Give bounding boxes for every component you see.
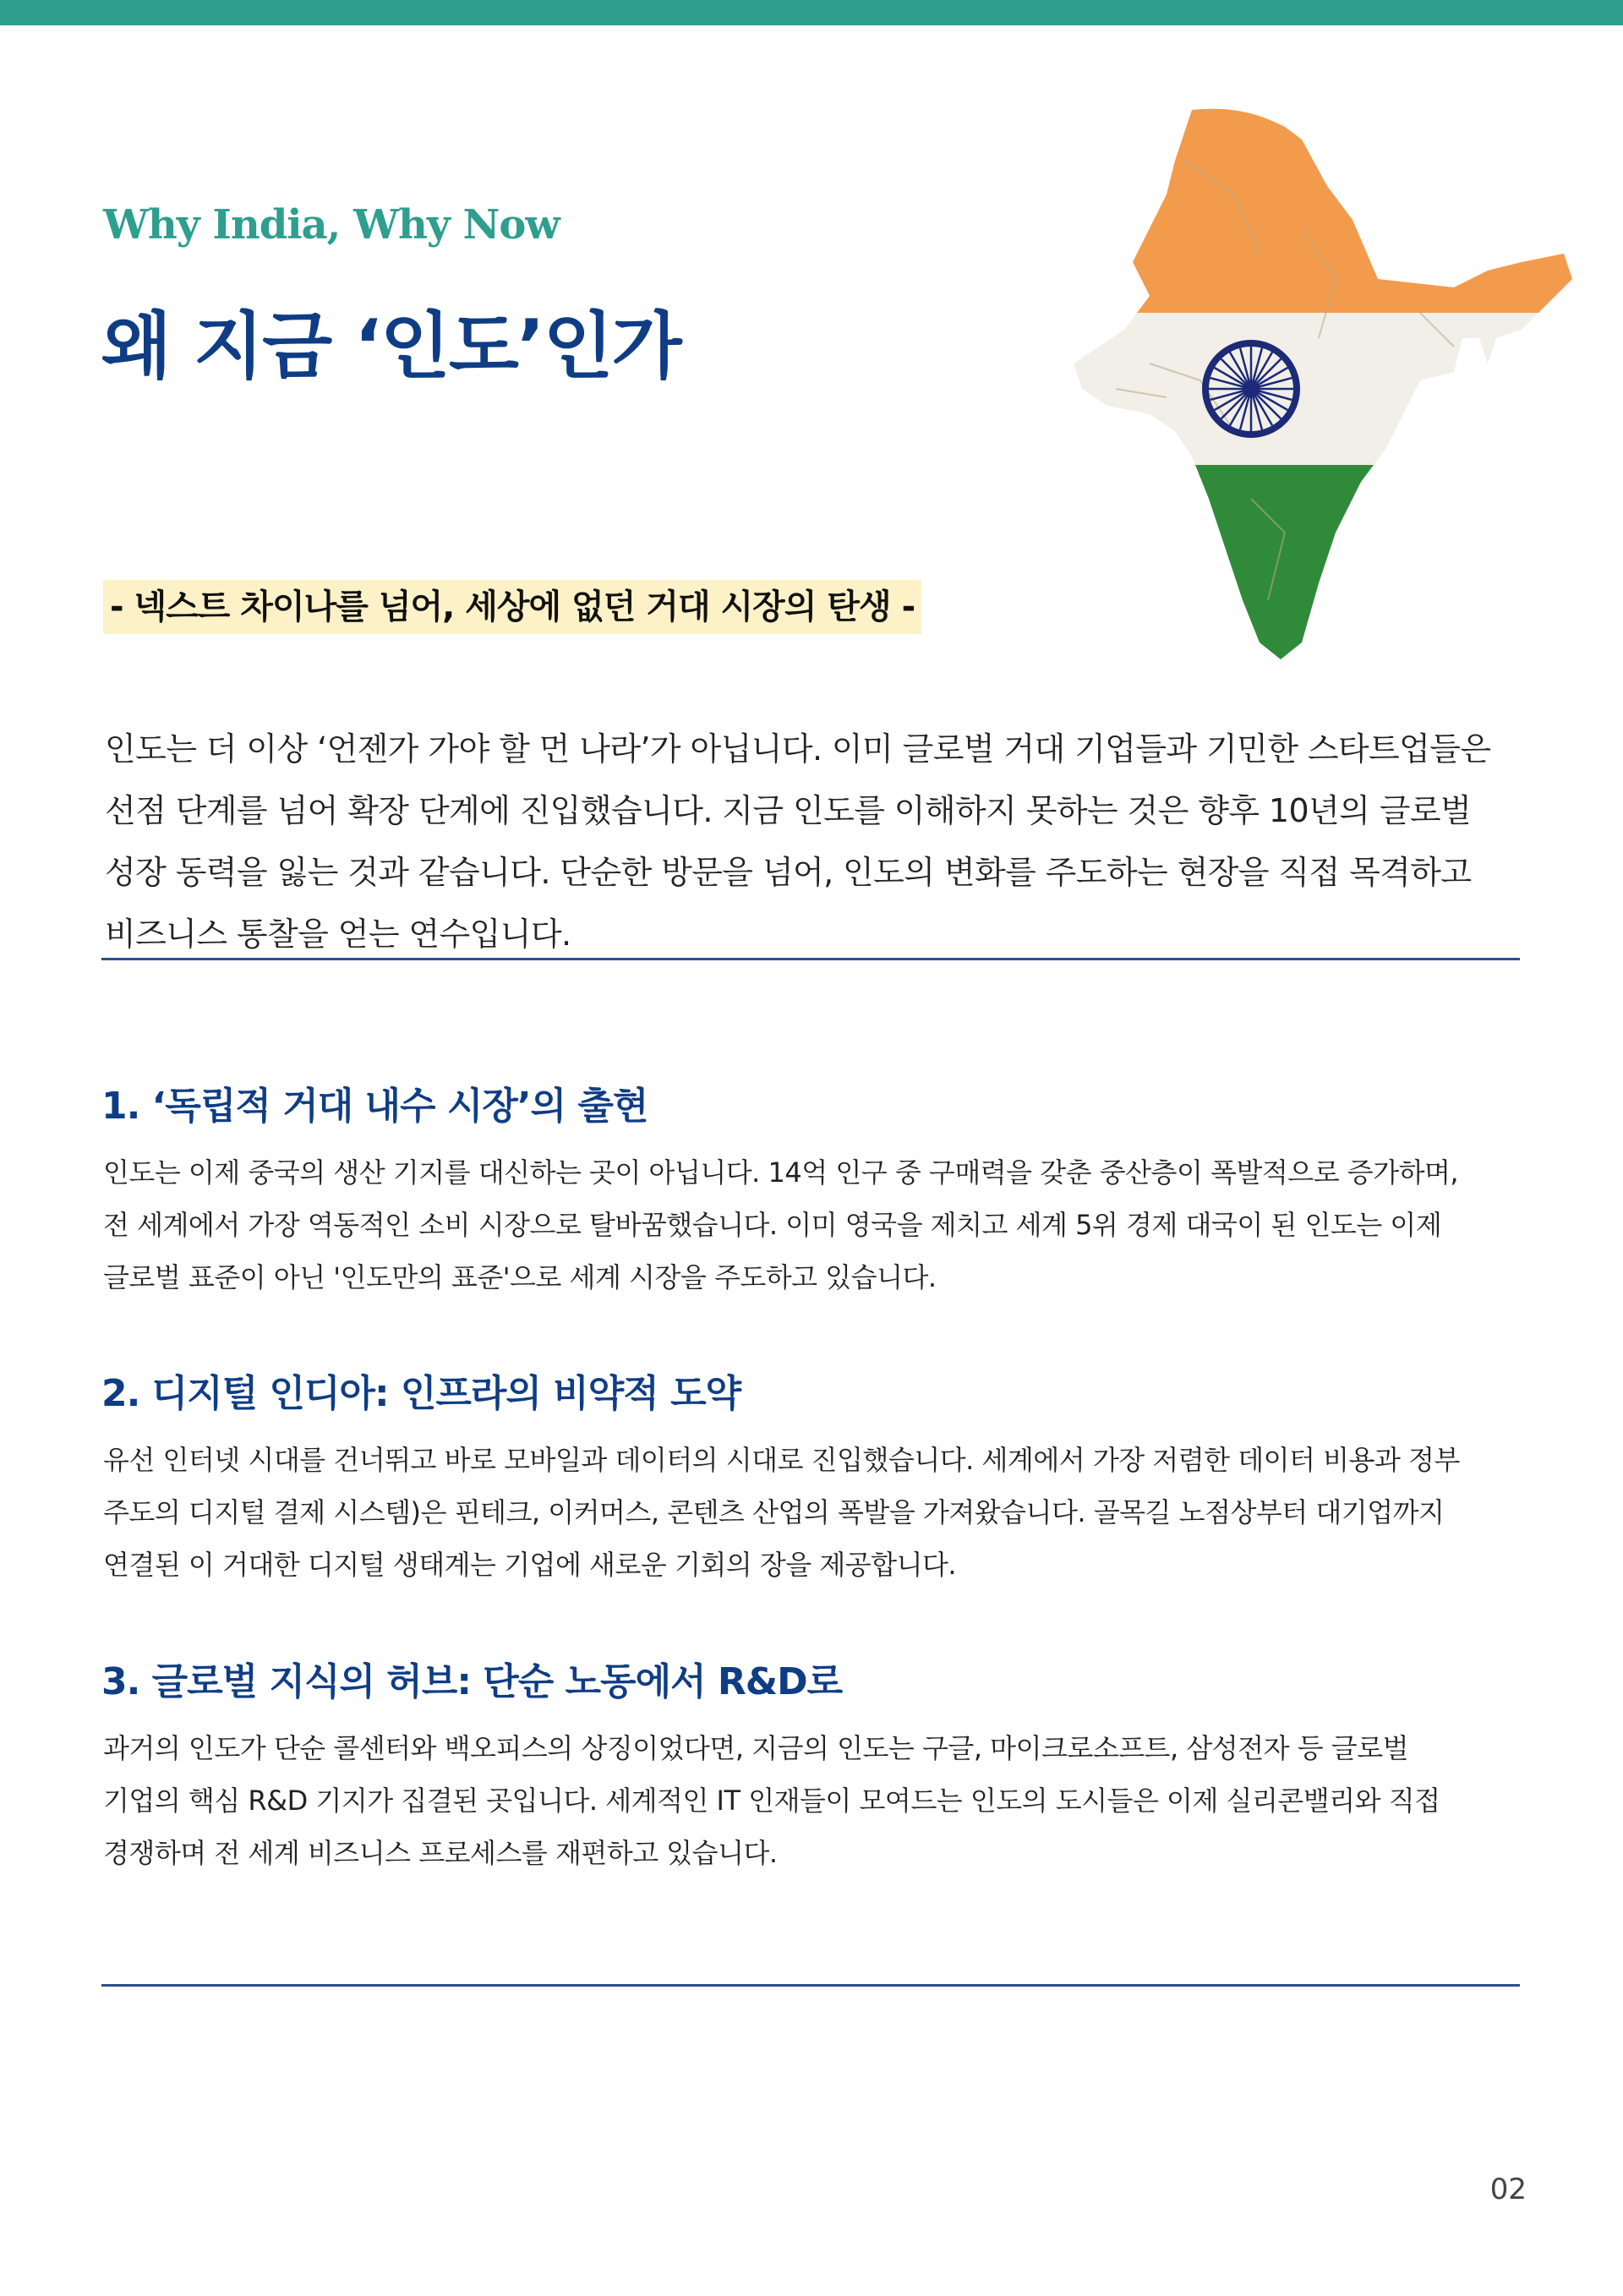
section-2-body [103,1434,1540,1591]
intro-line: 인도는 더 이상 ‘언젠가 가야 할 먼 나라’가 아닙니다. 이미 글로벌 거대 기업들과 기민한 스타트업들은 [105,730,1491,768]
top-accent-bar [0,0,1623,25]
divider-bottom [101,1984,1520,1987]
section-2-title: 2. 디지털 인디아: 인프라의 비약적 도약 [101,1372,741,1415]
flag-green-band [981,465,1623,702]
eyebrow-heading: Why India, Why Now [103,201,560,249]
page-number: 02 [1489,2173,1527,2206]
section-1-body [103,1146,1540,1304]
section-3-title: 3. 글로벌 지식의 허브: 단순 노동에서 R&D로 [101,1660,843,1703]
ashoka-chakra-icon [1205,343,1297,435]
section-line: 연결된 이 거대한 디지털 생태계는 기업에 새로운 기회의 장을 제공합니다. [103,1549,957,1581]
section-line: 전 세계에서 가장 역동적인 소비 시장으로 탈바꿈했습니다. 이미 영국을 제치고 세계 5위 경제 대국이 된 인도는 이제 [103,1209,1442,1241]
divider-top [101,958,1520,960]
section-line: 유선 인터넷 시대를 건너뛰고 바로 모바일과 데이터의 시대로 진입했습니다. 세계에서 가장 저렴한 데이터 비용과 정부 [103,1444,1460,1476]
section-line: 경쟁하며 전 세계 비즈니스 프로세스를 재편하고 있습니다. [103,1837,778,1869]
section-line: 과거의 인도가 단순 콜센터와 백오피스의 상징이었다면, 지금의 인도는 구글, 마이크로소프트, 삼성전자 등 글로벌 [103,1732,1409,1764]
intro-line: 선점 단계를 넘어 확장 단계에 진입했습니다. 지금 인도를 이해하지 못하는 것은 향후 10년의 글로벌 [105,792,1472,829]
intro-line: 비즈니스 통찰을 얻는 연수입니다. [105,916,571,953]
section-3-body [103,1722,1540,1879]
highlighted-subtitle: - 넥스트 차이나를 넘어, 세상에 없던 거대 시장의 탄생 - [103,580,921,634]
intro-paragraph [105,719,1525,965]
intro-line: 성장 동력을 잃는 것과 같습니다. 단순한 방문을 넘어, 인도의 변화를 주도하는 현장을 직접 목격하고 [105,854,1472,891]
section-line: 글로벌 표준이 아닌 '인도만의 표준'으로 세계 시장을 주도하고 있습니다. [103,1261,937,1293]
section-line: 주도의 디지털 결제 시스템)은 핀테크, 이커머스, 콘텐츠 산업의 폭발을 가져왔습니다. 골목길 노점상부터 대기업까지 [103,1496,1445,1528]
section-line: 기업의 핵심 R&D 기지가 집결된 곳입니다. 세계적인 IT 인재들이 모여드는 인도의 도시들은 이제 실리콘밸리와 직접 [103,1785,1440,1817]
page-title: 왜 지금 ‘인도’인가 [101,304,680,389]
section-1-title: 1. ‘독립적 거대 내수 시장’의 출현 [101,1085,648,1128]
flag-saffron-band [981,59,1623,313]
section-line: 인도는 이제 중국의 생산 기지를 대신하는 곳이 아닙니다. 14억 인구 중 구매력을 갖춘 중산층이 폭발적으로 증가하며, [103,1156,1459,1189]
flag-white-band [981,313,1623,465]
india-flag-map-illustration [981,59,1623,702]
